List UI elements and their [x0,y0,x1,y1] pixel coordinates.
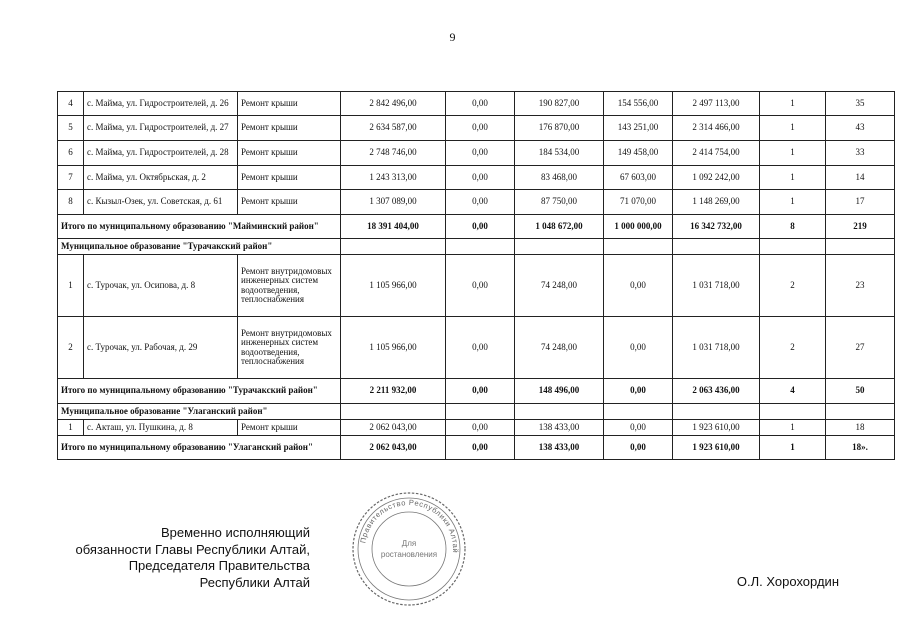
cost-cell: 1 148 269,00 [673,190,760,215]
table-row [58,92,895,116]
work-type-cell: Ремонт крыши [238,166,341,190]
address-cell: с. Турочак, ул. Рабочая, д. 29 [84,317,238,379]
count-cell: 18 [826,420,895,436]
signature-line: Временно исполняющий [160,525,310,540]
cost-cell: 87 750,00 [515,190,604,215]
count-cell: 1 [760,141,826,166]
address-cell: с. Турочак, ул. Осипова, д. 8 [84,255,238,317]
row-number-cell: 2 [58,317,84,379]
row-number-cell: 4 [58,92,84,116]
table-row [58,317,895,379]
total-cost-cell: 18 391 404,00 [341,215,446,239]
cost-cell: 0,00 [604,317,673,379]
cost-cell: 1 048 672,00 [515,215,604,239]
count-cell: 27 [826,317,895,379]
count-cell: 2 [760,255,826,317]
cost-cell: 0,00 [604,255,673,317]
row-number-cell: 1 [58,420,84,436]
signature-line: обязанности Главы Республики Алтай, [75,541,310,557]
cost-cell: 138 433,00 [515,420,604,436]
signature-line: Председателя Правительства [128,558,310,573]
count-cell: 1 [760,166,826,190]
cost-cell: 176 870,00 [515,116,604,141]
subtotal-label: Итого по муниципальному образованию "Майминский район" [58,215,341,239]
signature-block [60,525,310,591]
cost-cell: 0,00 [446,317,515,379]
cost-cell: 1 092 242,00 [673,166,760,190]
count-cell: 1 [760,420,826,436]
cost-cell: 1 923 610,00 [673,420,760,436]
row-number-cell: 8 [58,190,84,215]
row-number-cell: 7 [58,166,84,190]
page-number: 9 [449,30,456,44]
cost-cell: 138 433,00 [515,436,604,460]
cost-cell: 154 556,00 [604,92,673,116]
cost-cell: 16 342 732,00 [673,215,760,239]
municipality-label: Муниципальное образование "Улаганский район" [58,404,341,420]
cost-cell: 2 497 113,00 [673,92,760,116]
work-type-cell: Ремонт крыши [238,190,341,215]
address-cell: с. Майма, ул. Гидростроителей, д. 27 [84,116,238,141]
count-cell: 50 [826,379,895,404]
subtotal-row [58,379,895,404]
cost-cell: 0,00 [446,436,515,460]
work-type-cell: Ремонт внутридомовых инженерных систем водоотведения, теплоснабжения [238,317,341,379]
address-cell: с. Майма, ул. Гидростроителей, д. 28 [84,141,238,166]
cost-cell: 0,00 [446,379,515,404]
row-number-cell: 5 [58,116,84,141]
empty-cell [760,404,826,420]
cost-cell: 0,00 [446,141,515,166]
cost-cell: 0,00 [446,166,515,190]
total-cost-cell: 2 062 043,00 [341,420,446,436]
row-number-cell: 6 [58,141,84,166]
count-cell: 1 [760,190,826,215]
subtotal-row [58,215,895,239]
count-cell: 8 [760,215,826,239]
cost-cell: 143 251,00 [604,116,673,141]
cost-cell: 0,00 [604,379,673,404]
count-cell: 2 [760,317,826,379]
empty-cell [604,239,673,255]
count-cell: 35 [826,92,895,116]
work-type-cell: Ремонт крыши [238,420,341,436]
municipality-header-row [58,239,895,255]
count-cell: 23 [826,255,895,317]
cost-cell: 0,00 [446,92,515,116]
work-type-cell: Ремонт крыши [238,116,341,141]
total-cost-cell: 2 211 932,00 [341,379,446,404]
count-cell: 33 [826,141,895,166]
empty-cell [446,404,515,420]
count-cell: 17 [826,190,895,215]
count-cell: 1 [760,436,826,460]
empty-cell [515,239,604,255]
subtotal-label: Итого по муниципальному образованию "Турачакский район" [58,379,341,404]
cost-cell: 74 248,00 [515,317,604,379]
address-cell: с. Кызыл-Озек, ул. Советская, д. 61 [84,190,238,215]
empty-cell [604,404,673,420]
cost-cell: 2 414 754,00 [673,141,760,166]
empty-cell [446,239,515,255]
table-row [58,116,895,141]
address-cell: с. Акташ, ул. Пушкина, д. 8 [84,420,238,436]
municipality-label: Муниципальное образование "Турачакский район" [58,239,341,255]
stamp-ring-text: Правительство Республики Алтай [358,497,461,554]
count-cell: 219 [826,215,895,239]
empty-cell [760,239,826,255]
count-cell: 43 [826,116,895,141]
total-cost-cell: 1 105 966,00 [341,317,446,379]
stamp-center-line: Для [401,539,417,548]
signature-line: Республики Алтай [199,574,310,590]
municipality-header-row [58,404,895,420]
empty-cell [826,404,895,420]
cost-cell: 0,00 [446,215,515,239]
official-stamp [350,490,468,608]
empty-cell [673,239,760,255]
table-row [58,190,895,215]
cost-cell: 2 314 466,00 [673,116,760,141]
count-cell: 1 [760,116,826,141]
cost-cell: 148 496,00 [515,379,604,404]
empty-cell [341,404,446,420]
signer-name: О.Л. Хорохордин [736,574,839,589]
address-cell: с. Майма, ул. Октябрьская, д. 2 [84,166,238,190]
count-cell: 1 [760,92,826,116]
cost-cell: 74 248,00 [515,255,604,317]
empty-cell [673,404,760,420]
total-cost-cell: 2 062 043,00 [341,436,446,460]
total-cost-cell: 1 105 966,00 [341,255,446,317]
table-row [58,420,895,436]
cost-cell: 67 603,00 [604,166,673,190]
row-number-cell: 1 [58,255,84,317]
cost-cell: 71 070,00 [604,190,673,215]
total-cost-cell: 1 243 313,00 [341,166,446,190]
table-row [58,255,895,317]
count-cell: 14 [826,166,895,190]
total-cost-cell: 1 307 089,00 [341,190,446,215]
total-cost-cell: 2 842 496,00 [341,92,446,116]
cost-cell: 83 468,00 [515,166,604,190]
total-cost-cell: 2 748 746,00 [341,141,446,166]
cost-cell: 0,00 [446,255,515,317]
cost-cell: 1 031 718,00 [673,317,760,379]
cost-cell: 149 458,00 [604,141,673,166]
cost-cell: 0,00 [604,420,673,436]
empty-cell [341,239,446,255]
cost-cell: 2 063 436,00 [673,379,760,404]
table-row [58,166,895,190]
empty-cell [515,404,604,420]
cost-cell: 0,00 [604,436,673,460]
total-cost-cell: 2 634 587,00 [341,116,446,141]
work-type-cell: Ремонт крыши [238,92,341,116]
work-type-cell: Ремонт внутридомовых инженерных систем водоотведения, теплоснабжения [238,255,341,317]
address-cell: с. Майма, ул. Гидростроителей, д. 26 [84,92,238,116]
empty-cell [826,239,895,255]
cost-cell: 0,00 [446,190,515,215]
count-cell: 18». [826,436,895,460]
cost-cell: 190 827,00 [515,92,604,116]
stamp-center-line: ростановления [380,550,438,559]
cost-cell: 1 000 000,00 [604,215,673,239]
cost-cell: 0,00 [446,420,515,436]
work-type-cell: Ремонт крыши [238,141,341,166]
cost-cell: 1 031 718,00 [673,255,760,317]
cost-cell: 0,00 [446,116,515,141]
subtotal-label: Итого по муниципальному образованию "Улаганский район" [58,436,341,460]
cost-cell: 184 534,00 [515,141,604,166]
table-row [58,141,895,166]
count-cell: 4 [760,379,826,404]
repair-table [57,91,895,460]
subtotal-row [58,436,895,460]
cost-cell: 1 923 610,00 [673,436,760,460]
